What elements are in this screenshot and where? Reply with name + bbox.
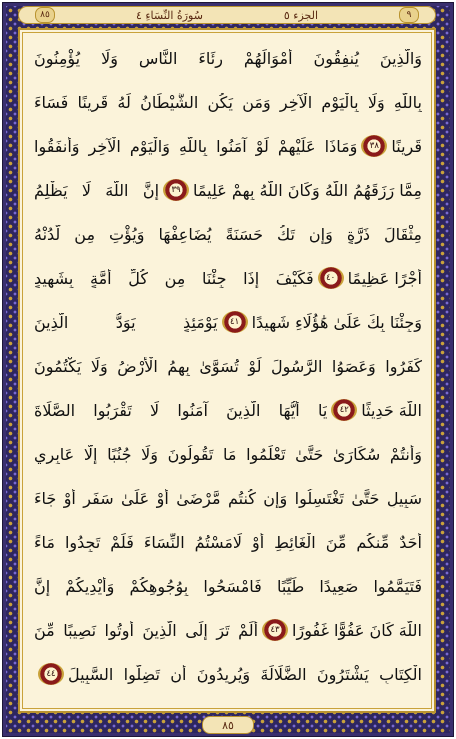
page-number: ٨٥ — [202, 716, 254, 734]
line-text: مِمَّا رَزَقَهُمُ اللَّهُ وَكَانَ اللَّهُ بِهِمْ عَلِيمًا — [193, 180, 422, 200]
text-line — [34, 80, 422, 124]
text-line — [34, 344, 422, 388]
line-text: سَبِيلٍ حَتَّىٰ تَغْتَسِلُوا وَإِن كُنتُم مَّرْضَىٰ أَوْ عَلَىٰ سَفَرٍ أَوْ جَاءَ — [34, 488, 422, 508]
line-text: وَجِئْنَا بِكَ عَلَىٰ هَٰؤُلَاءِ شَهِيدًا — [251, 312, 422, 332]
line-text: أَجْرًا عَظِيمًا — [347, 268, 422, 288]
ayah-number-marker: ٤٤ — [38, 663, 64, 685]
line-text-after-marker: وَمَاذَا عَلَيْهِمْ لَوْ آمَنُوا بِاللَّهِ وَالْيَوْمِ الْآخِرِ وَأَنفَقُوا — [34, 136, 358, 156]
text-line — [34, 476, 422, 520]
line-text: قَرِينًا — [391, 136, 422, 156]
ayah-number-marker: ٣٨ — [361, 135, 387, 157]
line-text: كَفَرُوا وَعَصَوُا الرَّسُولَ لَوْ تُسَوَّىٰ بِهِمُ الْأَرْضُ وَلَا يَكْتُمُونَ — [34, 356, 422, 376]
text-line — [34, 212, 422, 256]
ayah-number-marker: ٤٣ — [262, 619, 288, 641]
ayah-number-marker: ٣٩ — [163, 179, 189, 201]
surah-name: سُورَةُ النِّسَاءِ ٤ — [135, 8, 203, 22]
text-line — [34, 300, 422, 344]
text-line — [34, 652, 422, 696]
line-text-after-marker: يَوْمَئِذٍ يَوَدُّ الَّذِينَ — [34, 312, 218, 332]
ayah-number-marker: ٤٠ — [318, 267, 344, 289]
juz-label: الجزء ٥ — [283, 8, 319, 22]
line-text: وَأَنتُمْ سُكَارَىٰ حَتَّىٰ تَعْلَمُوا مَا تَقُولُونَ وَلَا جُنُبًا إِلَّا عَابِرِي — [34, 444, 422, 464]
text-line — [34, 520, 422, 564]
text-line — [34, 36, 422, 80]
text-line — [34, 388, 422, 432]
text-line — [34, 256, 422, 300]
text-line — [34, 168, 422, 212]
page-header — [18, 6, 436, 24]
line-text-after-marker: أَلَمْ تَرَ إِلَى الَّذِينَ أُوتُوا نَصِيبًا مِّنَ — [34, 620, 259, 640]
line-text: اللَّهَ حَدِيثًا — [361, 400, 422, 420]
line-text: الْكِتَابِ يَشْتَرُونَ الضَّلَالَةَ وَيُرِيدُونَ أَن تَضِلُّوا السَّبِيلَ — [68, 664, 422, 684]
header-left-badge: ٨٥ — [35, 7, 55, 23]
ayah-number-marker: ٤٢ — [331, 399, 357, 421]
text-line — [34, 124, 422, 168]
text-line — [34, 564, 422, 608]
line-text: فَتَيَمَّمُوا صَعِيدًا طَيِّبًا فَامْسَحُوا بِوُجُوهِكُمْ وَأَيْدِيكُمْ إِنَّ — [34, 576, 422, 596]
line-text: اللَّهَ كَانَ عَفُوًّا غَفُورًا — [292, 620, 422, 640]
line-text-after-marker: إِنَّ اللَّهَ لَا يَظْلِمُ — [34, 180, 160, 200]
line-text: أَحَدٌ مِّنكُم مِّنَ الْغَائِطِ أَوْ لَامَسْتُمُ النِّسَاءَ فَلَمْ تَجِدُوا مَاءً — [34, 532, 422, 552]
line-text-after-marker: فَكَيْفَ إِذَا جِئْنَا مِن كُلِّ أُمَّةٍ بِشَهِيدٍ — [34, 268, 314, 288]
line-text-after-marker: يَا أَيُّهَا الَّذِينَ آمَنُوا لَا تَقْرَبُوا الصَّلَاةَ — [34, 400, 328, 420]
text-line — [34, 608, 422, 652]
line-text: وَالَّذِينَ يُنفِقُونَ أَمْوَالَهُمْ رِئَاءَ النَّاسِ وَلَا يُؤْمِنُونَ — [34, 48, 422, 68]
text-line — [34, 432, 422, 476]
line-text: مِثْقَالَ ذَرَّةٍ وَإِن تَكُ حَسَنَةً يُضَاعِفْهَا وَيُؤْتِ مِن لَّدُنْهُ — [34, 224, 422, 244]
quran-text-lines — [34, 36, 422, 708]
header-right-badge: ٩ — [399, 7, 419, 23]
page-footer — [0, 715, 456, 735]
line-text: بِاللَّهِ وَلَا بِالْيَوْمِ الْآخِرِ وَمَن يَكُنِ الشَّيْطَانُ لَهُ قَرِينًا فَسَاءَ — [34, 92, 422, 112]
ayah-number-marker: ٤١ — [222, 311, 248, 333]
